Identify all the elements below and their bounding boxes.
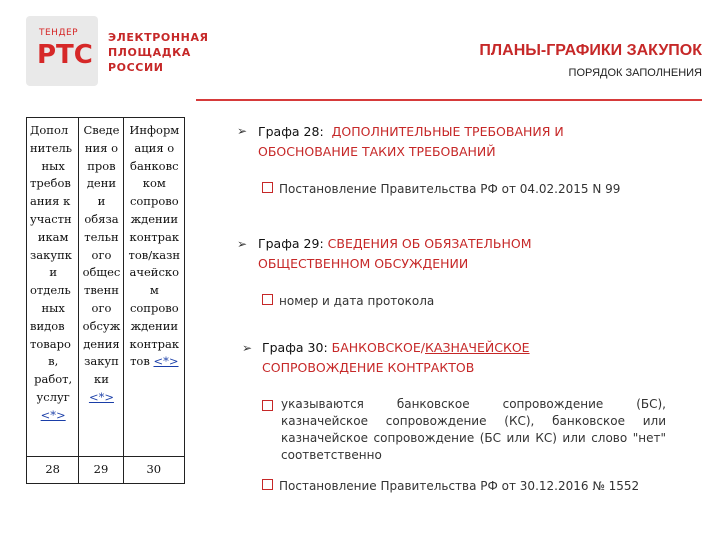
reference-text: Постановление Правительства РФ от 04.02.2015 N 99: [279, 182, 621, 196]
cell-line: обсуж: [82, 318, 121, 333]
item-heading-link[interactable]: КАЗНАЧЕЙСКОЕ: [425, 340, 530, 355]
item-28-reference: [262, 182, 620, 196]
cell-line: банковс: [130, 158, 179, 173]
cell-line: ных: [41, 300, 65, 315]
cell-line: сопрово: [129, 300, 179, 315]
column-29-cell: [79, 118, 123, 457]
cell-line: работ,: [34, 372, 73, 387]
cell-line: твенн: [83, 283, 119, 298]
cell-line: тов/казн: [128, 247, 181, 262]
checkbox-bullet-icon: [262, 182, 273, 193]
cell-line: нитель: [30, 140, 73, 155]
item-heading-continued: СОПРОВОЖДЕНИЕ КОНТРАКТОВ: [262, 360, 475, 375]
logo-big-text: РТС: [37, 40, 93, 70]
column-29-text: [82, 122, 120, 407]
cell-line: тов: [130, 354, 150, 369]
header-divider: [196, 99, 702, 101]
cell-line: требов: [30, 176, 71, 191]
item-heading: ДОПОЛНИТЕЛЬНЫЕ ТРЕБОВАНИЯ И: [331, 124, 564, 139]
arrow-bullet-icon: ➢: [242, 341, 253, 355]
cell-line: Допол: [30, 123, 69, 137]
item-heading: БАНКОВСКОЕ/: [331, 340, 426, 355]
cell-line: ждении: [130, 318, 179, 333]
column-28-cell: [27, 118, 79, 457]
cell-line: ого: [91, 247, 112, 262]
column-number-29: 29: [79, 457, 123, 484]
item-heading-continued: ОБОСНОВАНИЕ ТАКИХ ТРЕБОВАНИЙ: [258, 144, 496, 159]
cell-line: икам: [37, 229, 69, 244]
item-graph-30: [262, 338, 662, 378]
cell-line: закуп: [84, 354, 119, 369]
cell-line: пров: [87, 158, 116, 173]
cell-line: в,: [48, 354, 59, 369]
cell-line: обяза: [84, 211, 119, 226]
checkbox-bullet-icon: [262, 400, 273, 411]
item-30-description: [262, 396, 666, 464]
cell-line: закупк: [30, 247, 72, 262]
column-number-28: 28: [27, 457, 79, 484]
cell-line: Сведе: [83, 123, 120, 137]
item-graph-28: [258, 122, 638, 162]
cell-line: ных: [41, 158, 65, 173]
logo-small-text: ТЕНДЕР: [39, 28, 79, 38]
cell-line: ания к: [30, 194, 71, 209]
cell-line: отдель: [30, 283, 71, 298]
reference-text: номер и дата протокола: [279, 294, 435, 308]
cell-line: общес: [82, 265, 121, 280]
column-number-30: 30: [123, 457, 184, 484]
cell-line: Информ: [129, 123, 180, 137]
columns-table: [26, 117, 185, 484]
item-30-reference: [262, 479, 639, 493]
cell-line: контрак: [129, 229, 180, 244]
cell-line: и: [97, 194, 106, 209]
cell-line: ки: [94, 372, 109, 387]
cell-line: сопрово: [129, 194, 179, 209]
page-subtitle: ПОРЯДОК ЗАПОЛНЕНИЯ: [568, 67, 702, 79]
item-heading-continued: ОБЩЕСТВЕННОМ ОБСУЖДЕНИИ: [258, 256, 469, 271]
checkbox-bullet-icon: [262, 294, 273, 305]
column-30-text: [127, 122, 182, 371]
page-title: ПЛАНЫ-ГРАФИКИ ЗАКУПОК: [479, 42, 702, 59]
footnote-link[interactable]: <*>: [40, 407, 66, 422]
cell-line: ния о: [84, 140, 119, 155]
cell-line: тельн: [84, 229, 119, 244]
cell-line: участн: [30, 211, 72, 226]
item-label: Графа 28:: [258, 124, 324, 139]
cell-line: товаро: [30, 336, 71, 351]
cell-line: услуг: [36, 389, 70, 404]
column-30-cell: [123, 118, 184, 457]
item-label: Графа 30:: [262, 340, 328, 355]
table-row: [27, 457, 185, 484]
cell-line: ого: [91, 300, 112, 315]
description-text: указываются банковское сопровождение (БС), казначейское сопровождение (КС), банковское или казначейское сопровождение (БС или КС) или слово "нет" соответственно: [281, 397, 666, 462]
cell-line: дени: [86, 176, 117, 191]
footnote-link[interactable]: <*>: [88, 389, 114, 404]
cell-line: ком: [142, 176, 166, 191]
logo-line: ЭЛЕКТРОННАЯ: [108, 31, 209, 44]
cell-line: дения: [83, 336, 120, 351]
item-graph-29: [258, 234, 638, 274]
column-28-text: [30, 122, 76, 425]
cell-line: ачейско: [129, 265, 180, 280]
checkbox-bullet-icon: [262, 479, 273, 490]
cell-line: ация о: [134, 140, 175, 155]
reference-text: Постановление Правительства РФ от 30.12.2016 № 1552: [279, 479, 640, 493]
arrow-bullet-icon: ➢: [237, 124, 248, 138]
cell-line: ждении: [130, 211, 179, 226]
cell-line: контрак: [129, 336, 180, 351]
footnote-link[interactable]: <*>: [153, 354, 179, 369]
cell-line: видов: [30, 318, 65, 333]
logo-line: ПЛОЩАДКА: [108, 46, 191, 59]
arrow-bullet-icon: ➢: [237, 237, 248, 251]
logo-badge: [26, 16, 98, 86]
item-label: Графа 29:: [258, 236, 324, 251]
logo-line: РОССИИ: [108, 61, 164, 74]
cell-line: и: [49, 265, 57, 280]
cell-line: м: [149, 283, 159, 298]
table-row: [27, 118, 185, 457]
logo-wordmark: [108, 30, 209, 75]
item-heading: СВЕДЕНИЯ ОБ ОБЯЗАТЕЛЬНОМ: [327, 236, 532, 251]
item-29-reference: [262, 294, 434, 308]
